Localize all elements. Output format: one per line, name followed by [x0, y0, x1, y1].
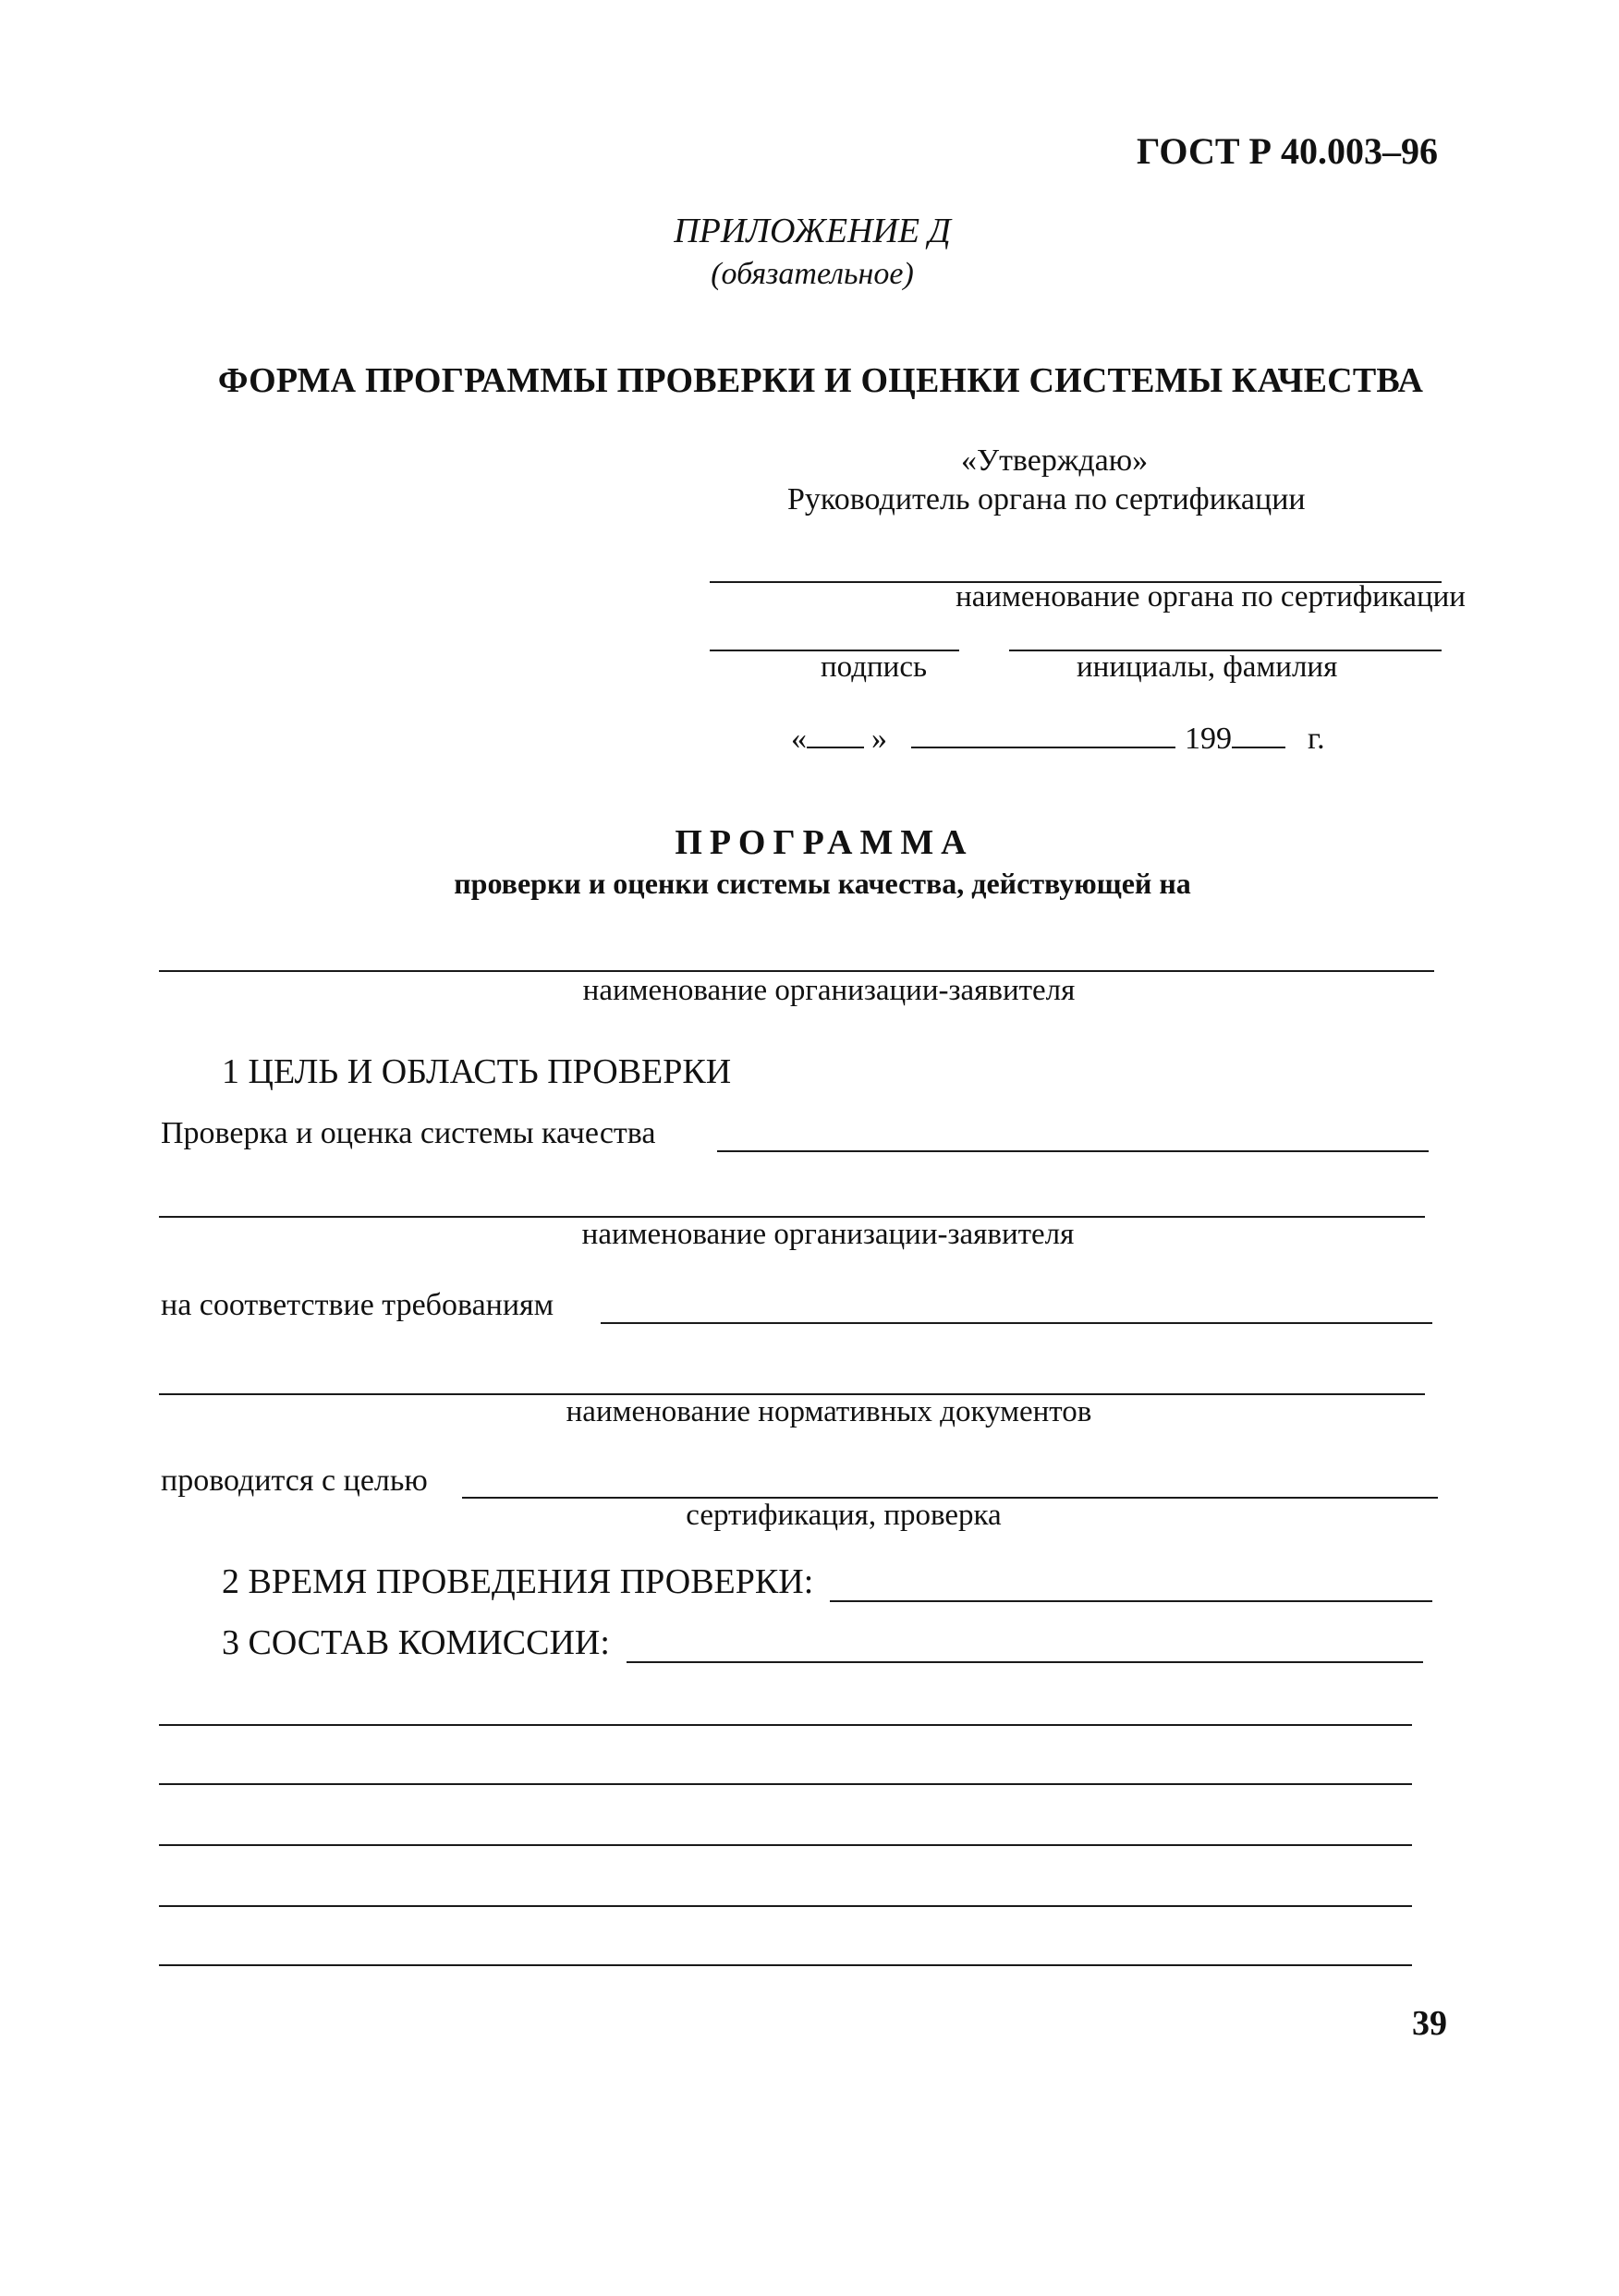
approval-date-row: [791, 719, 1325, 757]
date-open-quote: «: [791, 722, 807, 756]
org-name-caption: наименование организации-заявителя: [582, 974, 1076, 1007]
commission-member-line[interactable]: [159, 1964, 1412, 1966]
month-blank[interactable]: [911, 719, 1175, 748]
check-blank-line[interactable]: [717, 1150, 1429, 1152]
form-title: ФОРМА ПРОГРАММЫ ПРОВЕРКИ И ОЦЕНКИ СИСТЕМЫ КАЧЕСТВА: [217, 361, 1424, 400]
section2-heading: 2 ВРЕМЯ ПРОВЕДЕНИЯ ПРОВЕРКИ:: [222, 1562, 814, 1601]
initials-caption: инициалы, фамилия: [1077, 650, 1338, 684]
program-subtitle: проверки и оценки системы качества, действующей на: [454, 867, 1191, 900]
appendix-title: ПРИЛОЖЕНИЕ Д: [674, 212, 951, 250]
approval-role: Руководитель органа по сертификации: [787, 482, 1306, 516]
document-id: ГОСТ Р 40.003–96: [1136, 130, 1438, 172]
section1-heading: 1 ЦЕЛЬ И ОБЛАСТЬ ПРОВЕРКИ: [222, 1052, 732, 1091]
appendix-note: (обязательное): [711, 257, 914, 291]
conformity-blank-line[interactable]: [601, 1322, 1432, 1324]
cert-body-caption: наименование органа по сертификации: [956, 580, 1466, 613]
commission-blank-line[interactable]: [627, 1661, 1423, 1663]
commission-member-line[interactable]: [159, 1844, 1412, 1846]
date-year-suffix: г.: [1308, 722, 1325, 756]
approval-label: «Утверждаю»: [961, 443, 1149, 478]
date-close-quote: »: [871, 722, 887, 756]
org-name-caption-2: наименование организации-заявителя: [581, 1218, 1075, 1251]
commission-member-line[interactable]: [159, 1783, 1412, 1785]
org-name-blank-line[interactable]: [159, 970, 1434, 972]
commission-member-line[interactable]: [159, 1724, 1412, 1726]
purpose-label: проводится с целью: [161, 1464, 428, 1498]
signature-caption: подпись: [821, 650, 928, 684]
purpose-caption: сертификация, проверка: [686, 1499, 1002, 1532]
program-title: ПРОГРАММА: [675, 823, 974, 862]
date-year: 199: [1185, 722, 1232, 756]
conformity-label: на соответствие требованиям: [161, 1288, 554, 1322]
year-blank[interactable]: [1232, 719, 1285, 748]
commission-member-line[interactable]: [159, 1905, 1412, 1907]
section3-heading: 3 СОСТАВ КОМИССИИ:: [222, 1623, 610, 1662]
time-blank-line[interactable]: [830, 1600, 1432, 1602]
day-blank[interactable]: [807, 719, 864, 748]
check-label: Проверка и оценка системы качества: [161, 1116, 656, 1150]
page-number: 39: [1412, 2004, 1447, 2043]
norm-docs-caption: наименование нормативных документов: [566, 1395, 1092, 1428]
